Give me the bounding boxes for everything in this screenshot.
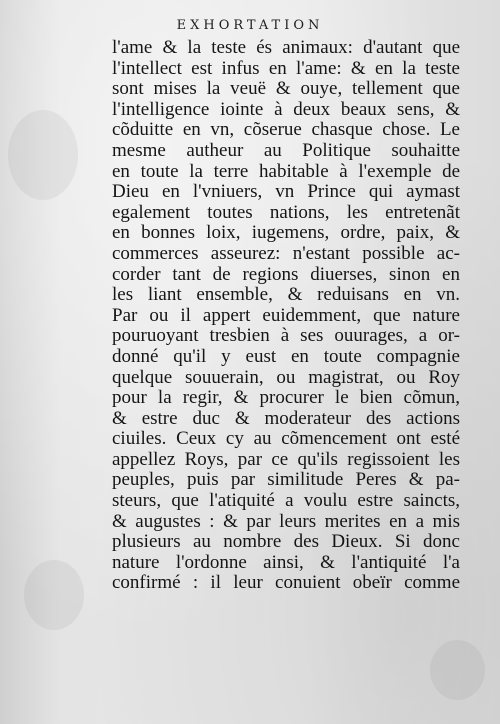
text-line: egalement toutes nations, les entretenãt bbox=[112, 201, 460, 223]
text-line: Par ou il appert euidemment, que nature bbox=[112, 304, 460, 326]
text-line: sont mises la veuë & ouye, tellement que bbox=[112, 78, 460, 100]
body-text bbox=[112, 38, 460, 594]
text-line: plusieurs au nombre des Dieux. Si donc bbox=[112, 531, 460, 553]
text-line: pour la regir, & procurer le bien cõmun, bbox=[112, 387, 460, 409]
text-line: Dieu en l'vniuers, vn Prince qui aymast bbox=[112, 181, 460, 203]
text-line: pouruoyant tresbien à ses ouurages, a or- bbox=[112, 325, 460, 347]
text-line: corder tant de regions diuerses, sinon en bbox=[112, 263, 460, 285]
paper-stain bbox=[8, 110, 78, 200]
text-line: commerces asseurez: n'estant possible ac- bbox=[112, 242, 460, 264]
text-line: confirmé : il leur conuient obeïr comme bbox=[112, 572, 460, 594]
text-line: peuples, puis par similitude Peres & pa- bbox=[112, 469, 460, 491]
text-line: en toute la terre habitable à l'exemple de bbox=[112, 160, 460, 182]
paper-stain bbox=[430, 640, 485, 700]
running-header: EXHORTATION bbox=[176, 18, 324, 33]
text-line: l'intellect est infus en l'ame: & en la teste bbox=[112, 57, 460, 79]
text-line: l'ame & la teste és animaux: d'autant que bbox=[112, 37, 460, 58]
text-line: cõduitte en vn, cõserue chasque chose. Le bbox=[112, 119, 460, 141]
paper-stain bbox=[24, 560, 84, 630]
text-line: l'intelligence iointe à deux beaux sens, & bbox=[112, 98, 460, 120]
text-line: steurs, que l'atiquité a voulu estre saincts, bbox=[112, 490, 460, 512]
text-line: quelque souuerain, ou magistrat, ou Roy bbox=[112, 366, 460, 388]
text-line: en bonnes loix, iugemens, ordre, paix, & bbox=[112, 222, 460, 244]
text-line: nature l'ordonne ainsi, & l'antiquité l'a bbox=[112, 551, 460, 573]
text-line: & augustes : & par leurs merites en a mis bbox=[112, 510, 460, 532]
text-line: appellez Roys, par ce qu'ils regissoient les bbox=[112, 448, 460, 470]
text-line: & estre duc & moderateur des actions bbox=[112, 407, 460, 429]
text-line: mesme autheur au Politique souhaitte bbox=[112, 139, 460, 161]
text-line: donné qu'il y eust en toute compagnie bbox=[112, 345, 460, 367]
text-line: les liant ensemble, & reduisans en vn. bbox=[112, 284, 460, 306]
text-line: ciuiles. Ceux cy au cõmencement ont esté bbox=[112, 428, 460, 450]
